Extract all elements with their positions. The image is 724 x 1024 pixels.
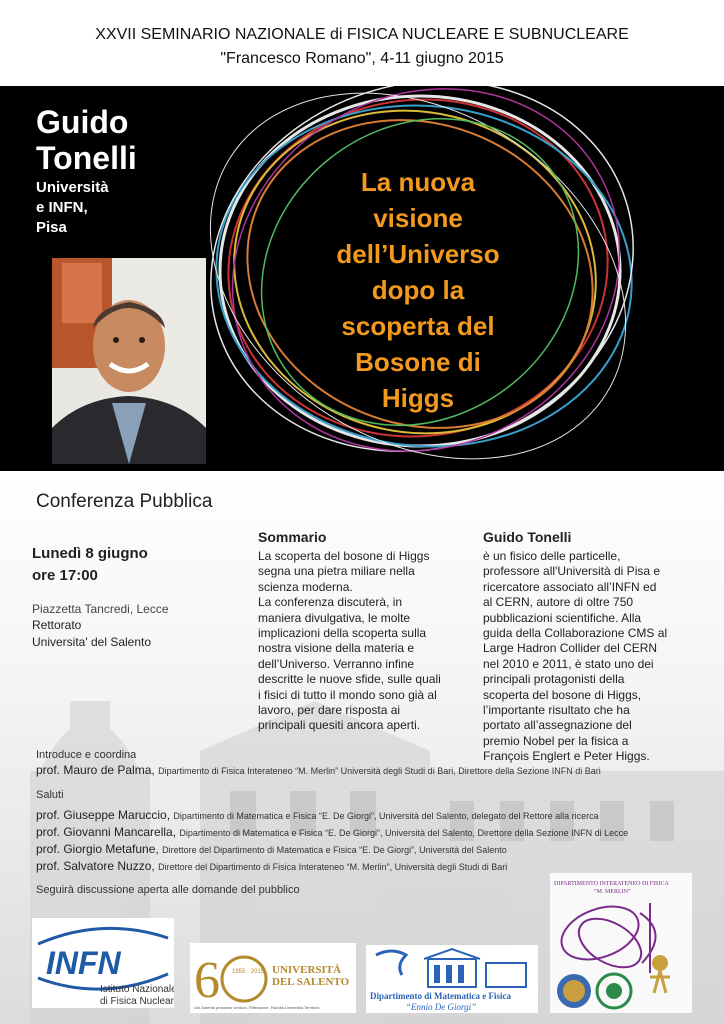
bio-line: principali protagonisti della [483,672,625,687]
program-person: prof. Salvatore Nuzzo, Direttore del Dipartimento di Fisica Interateneo “M. Merlin”, Università degli Studi di Bari [36,859,508,873]
bio-line: l’importante risultato che ha [483,703,630,718]
bio-line: al CERN, autore di oltre 750 [483,595,634,610]
summary-title: Sommario [258,529,327,545]
bio-section [483,529,697,765]
svg-text:DEL SALENTO: DEL SALENTO [272,976,350,988]
bio-line: ricercatore associato all’INFN ed [483,579,657,594]
svg-text:di Fisica Nucleare: di Fisica Nucleare [100,996,174,1007]
svg-text:INFN: INFN [46,945,121,981]
summary-text [258,549,472,734]
saluti-label: Saluti [36,789,64,801]
svg-text:“Ennio De Giorgi”: “Ennio De Giorgi” [406,1002,477,1012]
talk-title-line: dopo la [371,275,465,305]
poster-header [0,0,724,86]
closing-note: Seguirà discussione aperta alle domande del pubblico [36,884,300,896]
bio-line: pubblicazioni scientifiche. Alla [483,610,642,625]
talk-title-line: Bosone di [355,347,481,377]
summary-line: principali quesiti ancora aperti. [258,718,421,733]
bio-line: François Englert e Peter Higgs. [483,749,650,764]
summary-line: dell’Universo. Verranno infine [258,656,415,671]
dfis-merlin-logo [550,873,692,1013]
talk-title-line: dell’Universo [336,239,500,269]
svg-text:Istituto Nazionale: Istituto Nazionale [100,984,174,995]
program-person: prof. Mauro de Palma, Dipartimento di Fisica Interateneo “M. Merlin” Università degli Studi di Bari, Direttore della Sezione INFN di Bari [36,763,601,777]
event-date: Lunedì 8 giugno ore 17:00 [32,545,148,584]
dmf-logo [366,945,538,1013]
seminar-subtitle: "Francesco Romano", 4-11 giugno 2015 [220,50,504,67]
summary-line: maniera divulgativa, le molte [258,610,411,625]
talk-title-line: visione [373,203,463,233]
svg-text:1955 · 2015: 1955 · 2015 [232,969,265,975]
talk-title-line: scoperta del [341,311,495,341]
bio-line: professore all'Università di Pisa e [483,564,661,579]
bio-line: premio Nobel per la fisica a [483,733,629,748]
summary-line: La conferenza discuterà, in [258,595,403,610]
bio-line: nel 2010 e 2011, è stato uno dei [483,656,654,671]
bio-line: Large Hadron Collider del CERN [483,641,658,656]
program-person: prof. Giorgio Metafune, Direttore del Dipartimento di Matematica e Fisica “E. De Giorgi”, Università del Salento [36,842,507,856]
summary-line: La scoperta del bosone di Higgs [258,549,430,563]
summary-line: nostra visione della materia e [258,641,415,656]
event-venue: Rettorato Universita' del Salento [32,618,152,649]
seminar-title: XXVII SEMINARIO NAZIONALE di FISICA NUCLEARE E SUBNUCLEARE [95,26,629,43]
event-type: Conferenza Pubblica [36,491,213,512]
hero-banner [0,86,724,471]
svg-text:Dipartimento di Matematica e F: Dipartimento di Matematica e Fisica [370,991,511,1001]
program-person: prof. Giovanni Mancarella, Dipartimento di Matematica e Fisica “E. De Giorgi”, Università del Salento, Direttore della Sezione INFN di Lecce [36,825,629,839]
summary-line: segna una pietra miliare nella [258,564,415,579]
summary-section [258,529,472,734]
talk-title-line: La nuova [360,167,476,197]
speaker-name: Guido Tonelli [36,104,137,176]
summary-line: i fisici di tutto il mondo sono già al [258,687,437,702]
summary-line: descritte le nuove sfide, sulle quali [258,672,441,687]
bio-line: scoperta del bosone di Higgs, [483,687,642,702]
infn-logo [32,918,174,1008]
svg-text:“M. MERLIN”: “M. MERLIN” [594,889,631,895]
bio-line: è un fisico delle particelle, [483,549,621,563]
talk-title [300,164,536,416]
svg-text:DIPARTIMENTO INTERATENEO DI FI: DIPARTIMENTO INTERATENEO DI FISICA [554,881,669,887]
svg-text:UNIVERSITÀ: UNIVERSITÀ [272,964,342,976]
lower-section [0,471,724,1024]
unisalento-logo [190,943,356,1013]
event-place: Piazzetta Tancredi, Lecce [32,602,169,616]
svg-text:6: 6 [194,952,220,1009]
speaker-affiliation: Università e INFN, Pisa [36,179,109,236]
speaker-photo [52,258,206,464]
bio-line: guida della Collaborazione CMS al [483,626,668,641]
bio-line: portato all’assegnazione del [483,718,632,733]
summary-line: implicazioni della scoperta sulla [258,626,427,641]
bio-title: Guido Tonelli [483,529,572,545]
summary-line: lavoro, per dare risposta ai [258,703,401,718]
svg-text:Uni-Salento prossimo ventura.: Uni-Salento prossimo ventura. Riflessione. Facoltà Università-Territorio [194,1005,320,1010]
summary-line: scienza moderna. [258,579,353,594]
talk-title-line: Higgs [381,383,455,413]
bio-text [483,549,697,765]
program-person: prof. Giuseppe Maruccio, Dipartimento di Matematica e Fisica “E. De Giorgi”, Università del Salento, delegato del Rettore alla ricerca [36,808,599,822]
intro-label: Introduce e coordina [36,749,137,761]
